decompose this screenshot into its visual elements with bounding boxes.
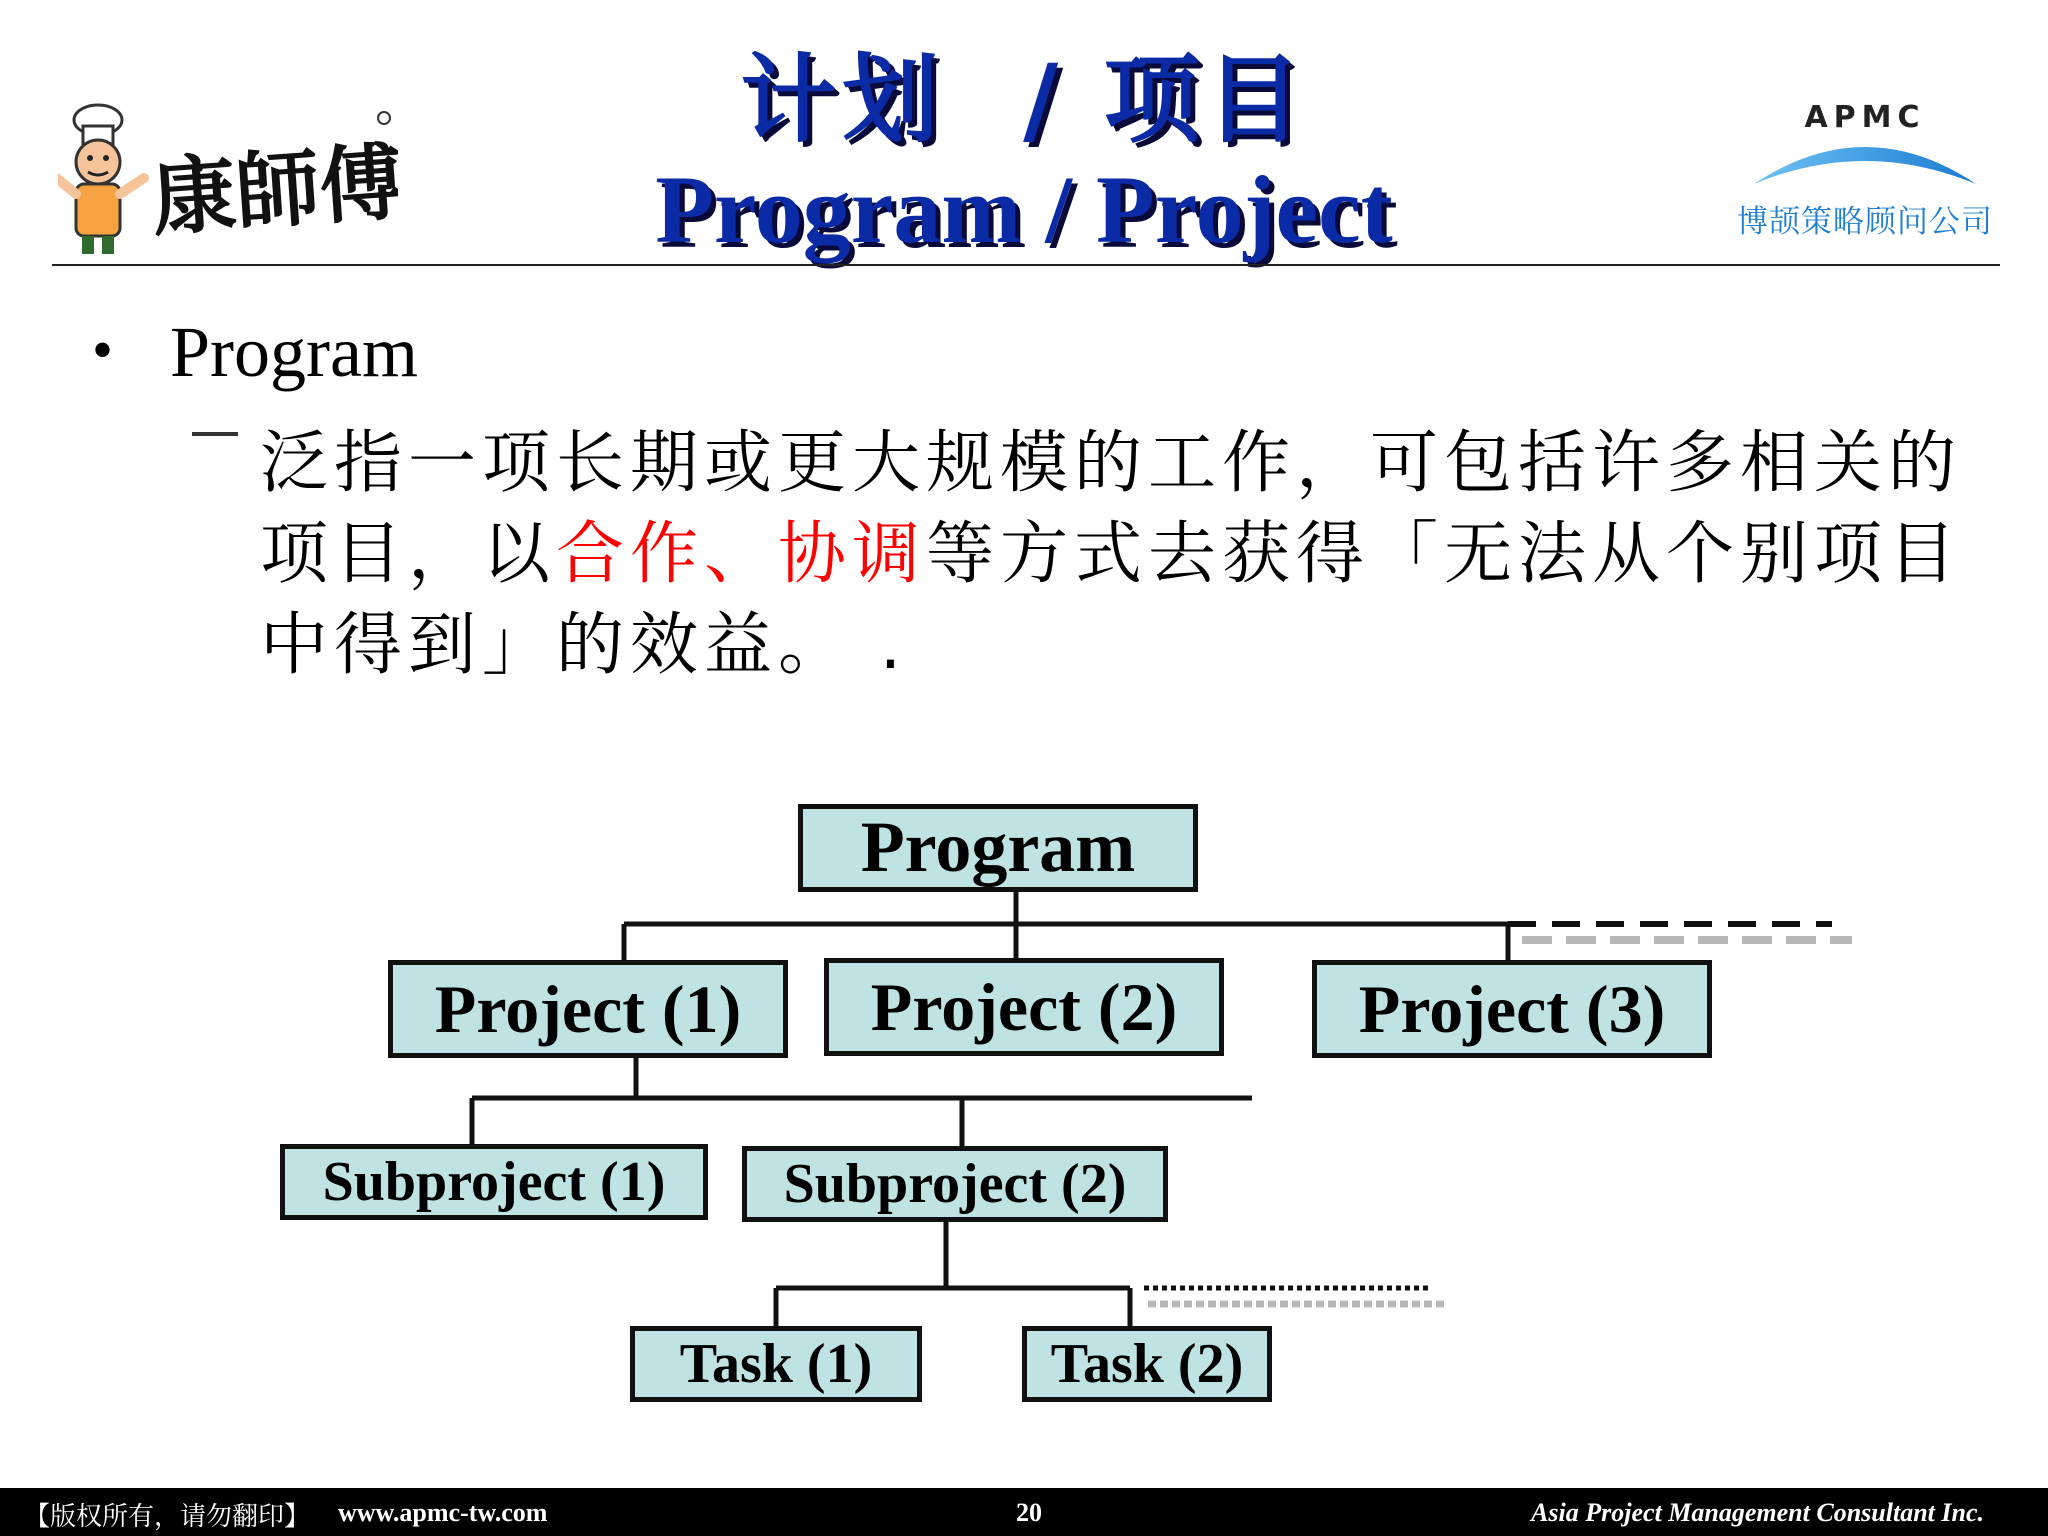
apmc-logo-mark: APMC: [1804, 100, 1926, 135]
task-box-2: Task (2): [1022, 1326, 1272, 1402]
subproject-box-1: Subproject (1): [280, 1144, 708, 1220]
sub-bullet-dash: [192, 432, 238, 436]
apmc-logo: [1720, 92, 2010, 252]
svg-text:康師傅: 康師傅: [148, 131, 398, 248]
subproject-box-2: Subproject (2): [742, 1146, 1168, 1222]
description-text-1: 泛指一项长期或更大规模的工作，可包括许多相关的项目，以: [260, 424, 1963, 594]
project-box-1: Project (1): [388, 960, 788, 1058]
project-box-2: Project (2): [824, 958, 1224, 1056]
project-box-3: Project (3): [1312, 960, 1712, 1058]
page-title-english: Program / Project: [655, 156, 1393, 263]
program-box: Program: [798, 804, 1198, 892]
bullet-marker: •: [92, 317, 114, 383]
footer-bar: [0, 1488, 2048, 1536]
task-box-1: Task (1): [630, 1326, 922, 1402]
footer-company: Asia Project Management Consultant Inc.: [1531, 1498, 1984, 1527]
footer-website-link[interactable]: www.apmc-tw.com: [338, 1498, 548, 1527]
header-divider: [52, 264, 2000, 266]
bullet-program: Program: [170, 312, 418, 392]
apmc-company-name: 博颉策略顾问公司: [1737, 204, 1993, 240]
apmc-arc-icon: [1750, 128, 1980, 188]
footer-copyright: 【版权所有，请勿翻印】: [24, 1502, 311, 1532]
page-title-chinese: 计划 / 项目: [740, 44, 1308, 156]
description-text-2: 等方式去获得「无法从个别项目中得到」的效益。 .: [260, 515, 1963, 685]
program-hierarchy-diagram: [160, 780, 1860, 1480]
program-description: [260, 418, 2020, 691]
footer-page-number: 20: [1016, 1498, 1042, 1527]
description-highlight: 合作、协调: [556, 515, 927, 594]
